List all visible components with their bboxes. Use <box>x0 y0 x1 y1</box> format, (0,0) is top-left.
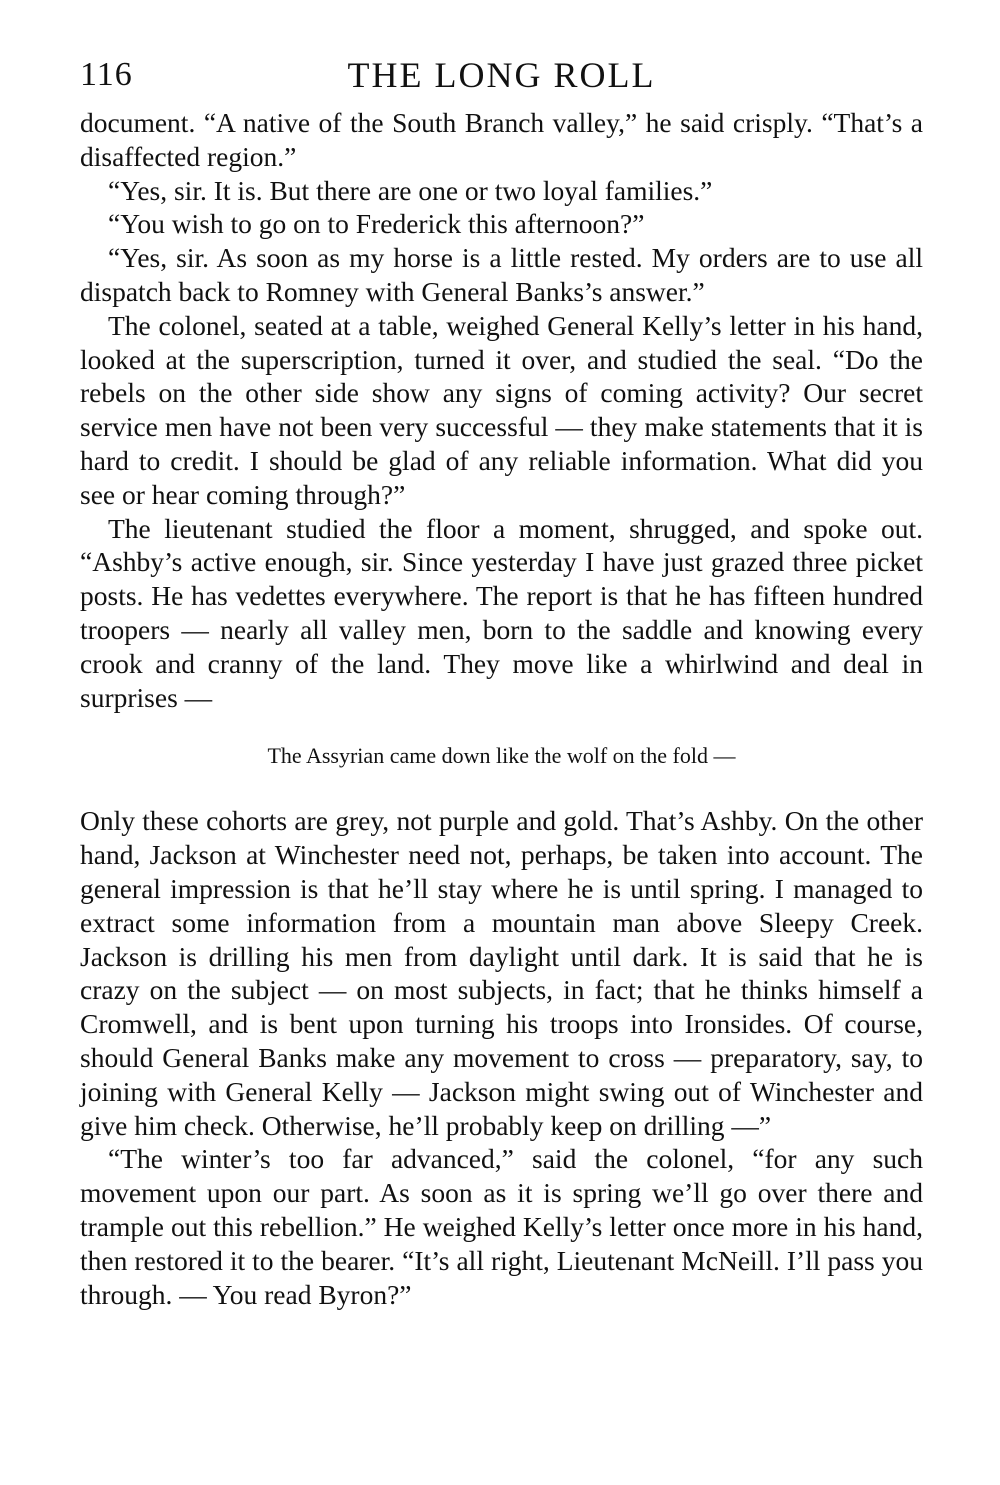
paragraph: “You wish to go on to Frederick this afternoon?” <box>108 208 645 240</box>
paragraph-continued: Only these cohorts are grey, not purple and gold. That’s Ashby. On the other hand, Jackson at Winchester need not, perhaps, be taken into account. The general impression is that he’ll stay where he is until spring. I managed to extract some information from a mountain man above Sleepy Creek. Jackson is drilling his men from daylight until dark. It is said that he is crazy on the subject — on most subjects, in fact; that he thinks himself a Cromwell, and is bent upon turning his troops into Ironsides. Of course, should General Banks make any movement to cross — preparatory, say, to joining with General Kelly — Jackson might swing out of Winchester and give him check. Otherwise, he’ll probably keep on drilling —” <box>80 805 923 1141</box>
running-head <box>80 52 923 100</box>
paragraph: “Yes, sir. It is. But there are one or two loyal families.” <box>108 174 713 206</box>
page-number: 116 <box>80 56 133 93</box>
paragraph: The colonel, seated at a table, weighed General Kelly’s letter in his hand, looked at the superscription, turned it over, and studied the seal. “Do the rebels on the other side show any signs of coming activity? Our secret service men have not been very successful — they make statements that it is hard to credit. I should be glad of any reliable information. What did you see or hear coming through?” <box>80 309 923 510</box>
book-page <box>80 52 923 1311</box>
verse-quotation: The Assyrian came down like the wolf on the fold — <box>267 743 736 769</box>
book-title: THE LONG ROLL <box>347 55 656 95</box>
paragraph: “The winter’s too far advanced,” said the colonel, “for any such movement upon our part. As soon as it is spring we’ll go over there and trample out this rebellion.” He weighed Kelly’s letter once more in his hand, then restored it to the bearer. “It’s all right, Lieutenant McNeill. I’ll pass you through. — You read Byron?” <box>80 1143 923 1310</box>
paragraph: “Yes, sir. As soon as my horse is a little rested. My orders are to use all dispatch back to Romney with General Banks’s answer.” <box>80 242 923 307</box>
paragraph-continued: document. “A native of the South Branch valley,” he said crisply. “That’s a disaffected region.” <box>80 107 923 172</box>
body-text <box>80 106 923 1311</box>
paragraph: The lieutenant studied the floor a moment, shrugged, and spoke out. “Ashby’s active enough, sir. Since yesterday I have just grazed three picket posts. He has vedettes everywhere. The report is that he has fifteen hundred troopers — nearly all valley men, born to the saddle and knowing every crook and cranny of the land. They move like a whirlwind and deal in surprises — <box>80 512 923 713</box>
